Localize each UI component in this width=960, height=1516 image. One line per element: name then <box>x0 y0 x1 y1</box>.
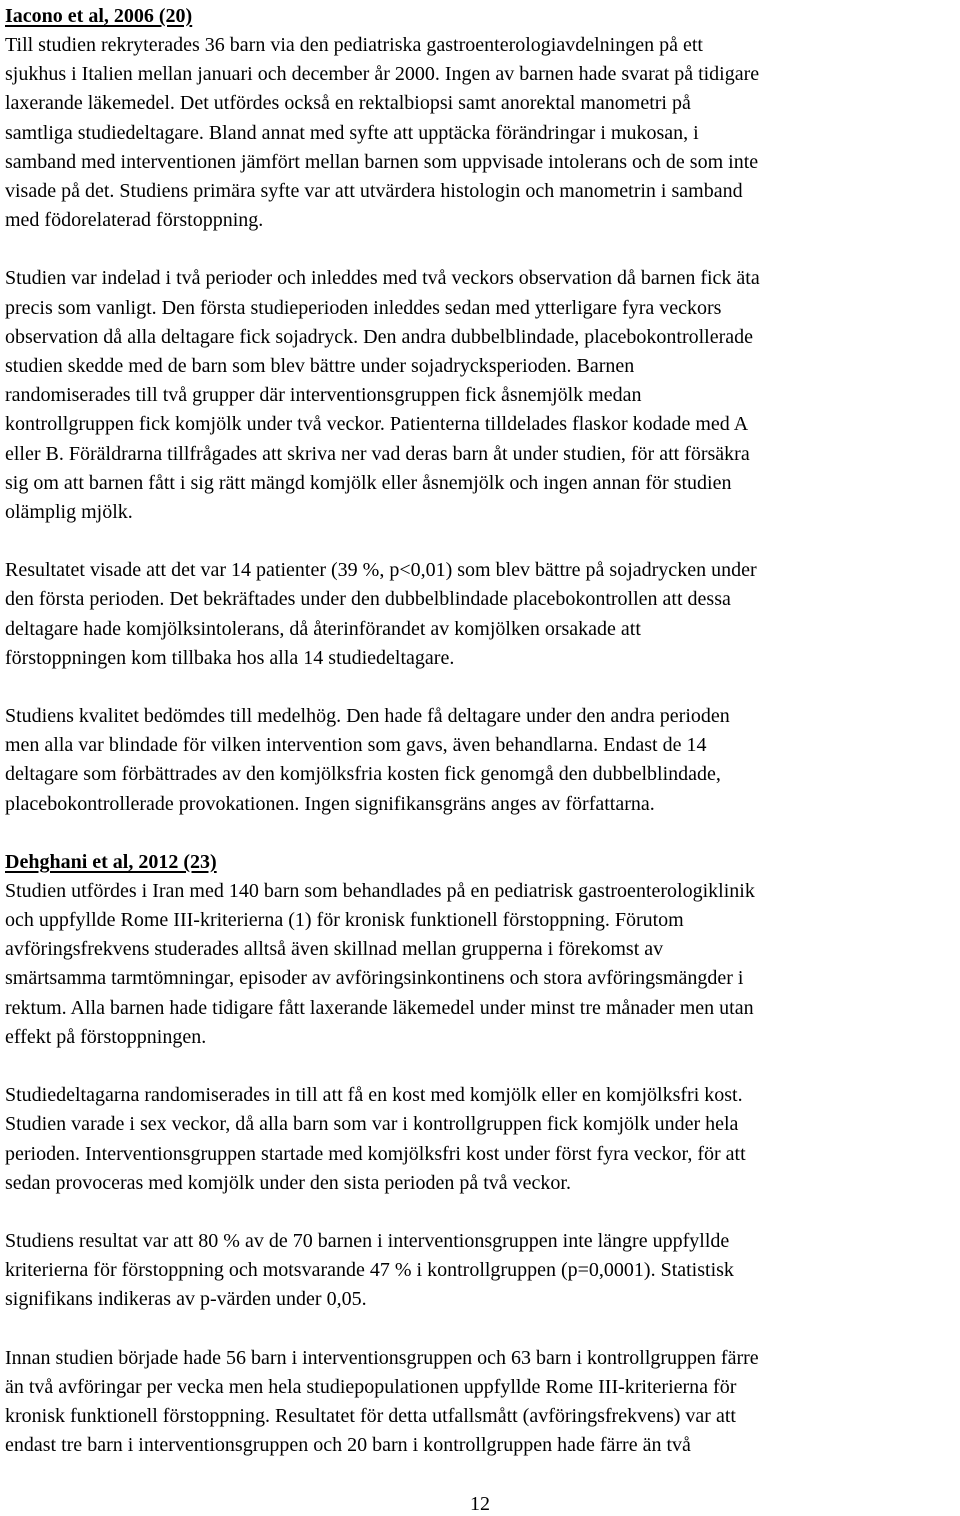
paragraph: Resultatet visade att det var 14 patienter (39 %, p<0,01) som blev bättre på sojadrycken under den första perioden. Det bekräftades under den dubbelblindade placebokontrollen att dessa deltagare hade komjölksintolerans, då återinförandet av komjölken orsakade att förstoppningen kom tillbaka hos alla 14 studiedeltagare. <box>5 559 757 669</box>
paragraph-gap <box>5 1198 960 1227</box>
section-dehghani <box>5 848 960 1460</box>
page-number: 12 <box>470 1493 490 1515</box>
paragraph: Innan studien började hade 56 barn i interventionsgruppen och 63 barn i kontrollgruppen färre än två avföringar per vecka men hela studiepopulationen uppfyllde Rome III-kriterierna för kronisk funktionell förstoppning. Resultatet för detta utfallsmått (avföringsfrekvens) var att endast tre barn i interventionsgruppen och 20 barn i kontrollgruppen hade färre än två <box>5 1346 759 1457</box>
section-heading: Iacono et al, 2006 (20) <box>5 5 193 27</box>
paragraph: Till studien rekryterades 36 barn via den pediatriska gastroenterologiavdelningen på ett sjukhus i Italien mellan januari och december år 2000. Ingen av barnen hade svarat på tidigare laxerande läkemedel. Det utfördes också en rektalbiopsi samt anorektal manometri på samtliga studiedeltagare. Bland annat med syfte att upptäcka förändringar i mukosan, i samband med interventionen jämfört mellan barnen som uppvisade intolerans och de som inte visade på det. Studiens primära syfte var att utvärdera histologin och manometrin i samband med födorelaterad förstoppning. <box>5 34 760 232</box>
paragraph: Studiedeltagarna randomiserades in till att få en kost med komjölk eller en komjölksfri kost. Studien varade i sex veckor, då alla barn som var i kontrollgruppen fick komjölk under hela perioden. Interventionsgruppen startade med komjölksfri kost under först fyra veckor, för att sedan provoceras med komjölk under den sista perioden på två veckor. <box>5 1084 746 1194</box>
paragraph-gap <box>5 235 960 264</box>
paragraph-gap <box>5 527 960 556</box>
paragraph: Studiens resultat var att 80 % av de 70 barnen i interventionsgruppen inte längre uppfyllde kriterierna för förstoppning och motsvarande 47 % i kontrollgruppen (p=0,0001). Statistisk signifikans indikeras av p-värden under 0,05. <box>5 1229 734 1311</box>
paragraph: Studiens kvalitet bedömdes till medelhög. Den hade få deltagare under den andra perioden men alla var blindade för vilken intervention som gavs, även behandlarna. Endast de 14 deltagare som förbättrades av den komjölksfria kosten fick genomgå den dubbelblindade, placebokontrollerade provokationen. Ingen signifikansgräns anges av författarna. <box>5 705 730 815</box>
paragraph-gap <box>5 1315 960 1344</box>
document-page <box>5 2 960 1460</box>
section-heading: Dehghani et al, 2012 (23) <box>5 850 217 873</box>
paragraph: Studien utfördes i Iran med 140 barn som behandlades på en pediatrisk gastroenterologiklinik och uppfyllde Rome III-kriterierna (1) för kronisk funktionell förstoppning. Förutom avföringsfrekvens studerades alltså även skillnad mellan grupperna i förekomst av smärtsamma tarmtömningar, episoder av avföringsinkontinens och stora avföringsmängder i rektum. Alla barnen hade tidigare fått laxerande läkemedel under minst tre månader men utan effekt på förstoppningen. <box>5 879 755 1048</box>
paragraph: Studien var indelad i två perioder och inleddes med två veckors observation då barnen fick äta precis som vanligt. Den första studieperioden inleddes sedan med ytterligare fyra veckors observation då alla deltagare fick sojadryck. Den andra dubbelblindade, placebokontrollerade studien skedde med de barn som blev bättre under sojadrycksperioden. Barnen randomiserades till två grupper där interventionsgruppen fick åsnemjölk medan kontrollgruppen fick komjölk under två veckor. Patienterna tilldelades flaskor kodade med A eller B. Föräldrarna tillfrågades att skriva ner vad deras barn åt under studien, för att försäkra sig om att barnen fått i sig rätt mängd komjölk eller åsnemjölk och ingen annan för studien olämplig mjölk. <box>5 267 760 524</box>
section-iacono <box>5 2 960 848</box>
paragraph-gap <box>5 673 960 702</box>
paragraph-gap <box>5 1052 960 1081</box>
paragraph-gap <box>5 819 960 848</box>
